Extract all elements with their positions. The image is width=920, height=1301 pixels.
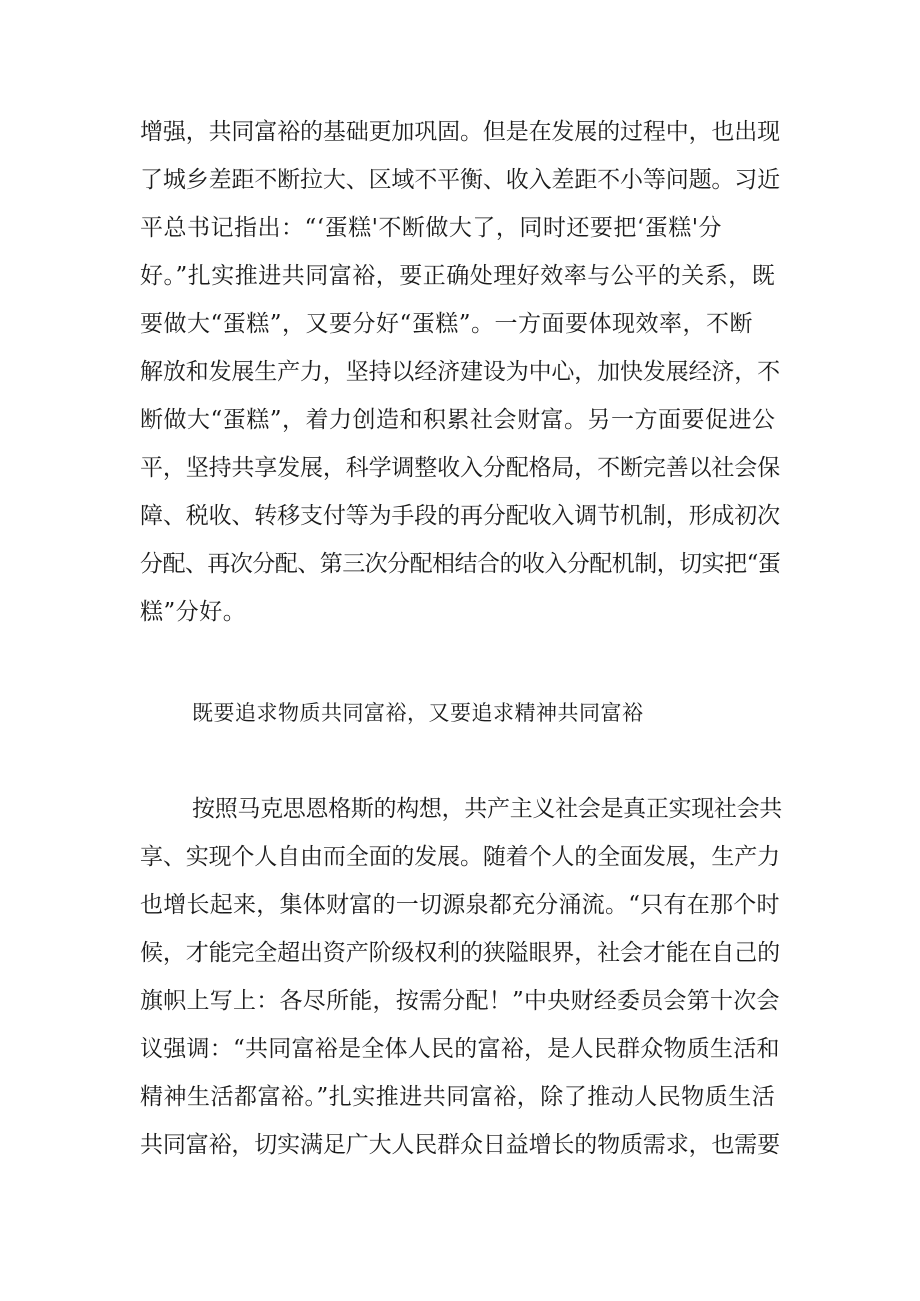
paragraph-line: 平总书记指出：“‘蛋糕'不断做大了，同时还要把‘蛋糕'分: [140, 215, 723, 241]
paragraph-line: 断做大“蛋糕”，着力创造和积累社会财富。另一方面要促进公: [140, 407, 776, 433]
paragraph-line: 议强调：“共同富裕是全体人民的富裕，是人民群众物质生活和: [140, 1036, 780, 1062]
paragraph-line: 了城乡差距不断拉大、区域不平衡、收入差距不小等问题。习近: [140, 167, 781, 193]
paragraph-line: 增强，共同富裕的基础更加巩固。但是在发展的过程中，也出现: [140, 119, 781, 145]
paragraph-line: 平，坚持共享发展，科学调整收入分配格局，不断完善以社会保: [140, 455, 781, 481]
paragraph-line: 也增长起来，集体财富的一切源泉都充分涌流。“只有在那个时: [140, 892, 780, 918]
paragraph-line: 共同富裕，切实满足广大人民群众日益增长的物质需求，也需要: [140, 1132, 781, 1158]
paragraph-line: 要做大“蛋糕”，又要分好“蛋糕”。一方面要体现效率，不断: [140, 311, 754, 337]
paragraph-line: 享、实现个人自由而全面的发展。随着个人的全面发展，生产力: [140, 844, 781, 870]
paragraph-line: 候，才能完全超出资产阶级权利的狭隘眼界，社会才能在自己的: [140, 940, 781, 966]
section-heading: 既要追求物质共同富裕，又要追求精神共同富裕: [192, 701, 644, 725]
paragraph-line: 旗帜上写上：各尽所能，按需分配！”中央财经委员会第十次会: [140, 988, 780, 1014]
paragraph-line: 好。”扎实推进共同富裕，要正确处理好效率与公平的关系，既: [140, 263, 776, 289]
paragraph-line: 精神生活都富裕。”扎实推进共同富裕，除了推动人民物质生活: [140, 1084, 776, 1110]
paragraph-line: 解放和发展生产力，坚持以经济建设为中心，加快发展经济，不: [140, 359, 781, 385]
paragraph-line: 分配、再次分配、第三次分配相结合的收入分配机制，切实把“蛋: [140, 551, 781, 577]
paragraph-line: 按照马克思恩格斯的构想，共产主义社会是真正实现社会共: [192, 796, 783, 822]
paragraph-line: 障、税收、转移支付等为手段的再分配收入调节机制，形成初次: [140, 503, 781, 529]
paragraph-line: 糕”分好。: [140, 599, 247, 625]
